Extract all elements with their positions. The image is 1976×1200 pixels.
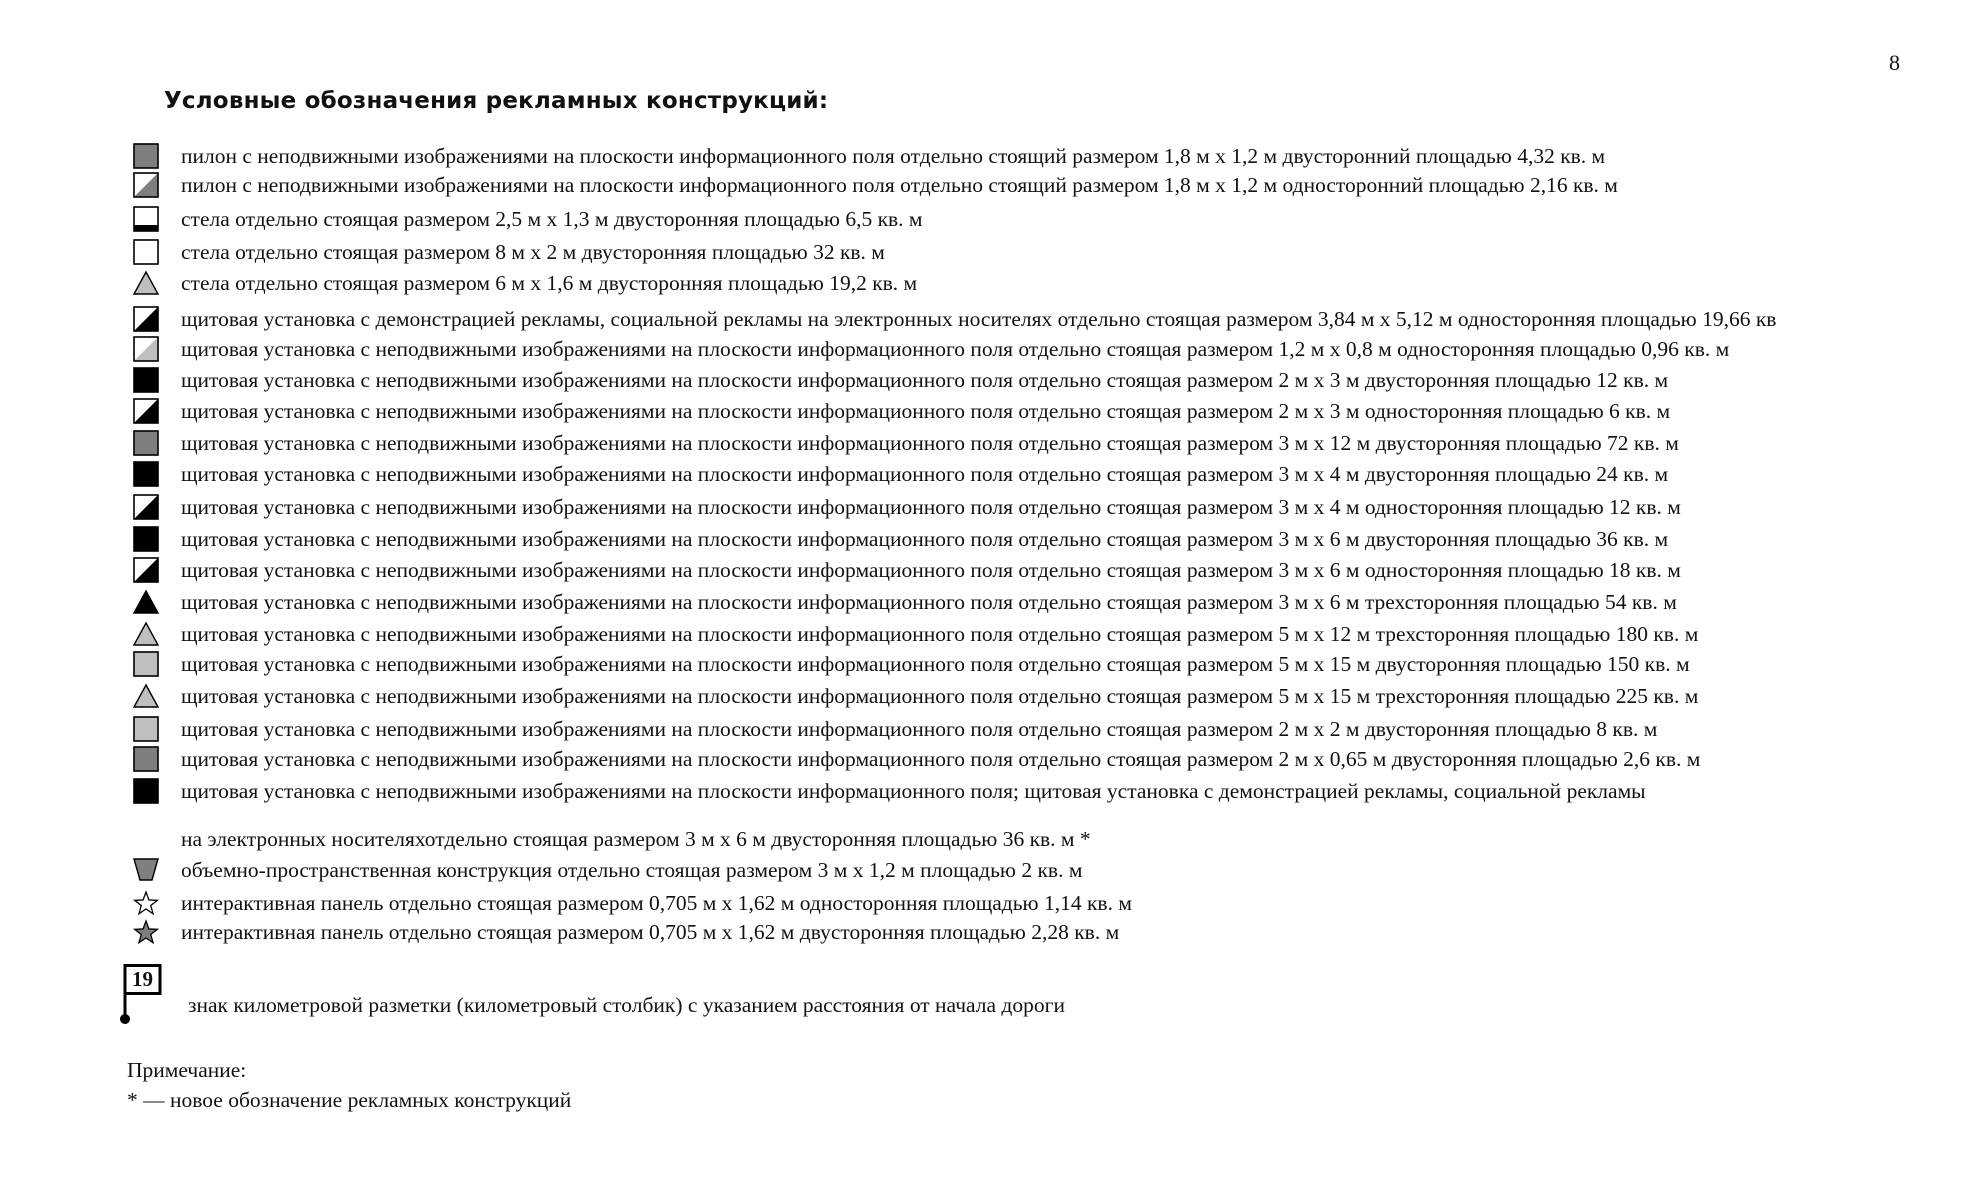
legend-item (0, 395, 1976, 427)
square-light-icon (133, 716, 159, 742)
square-diagonal-light-icon (133, 336, 159, 362)
square-diagonal-black-icon (133, 306, 159, 332)
legend-item-text: щитовая установка с неподвижными изображениями на плоскости информационного поля отдельно стоящая размером 3 м х 6 м односторонняя площадью 18 кв. м (181, 558, 1681, 582)
note-text: * — новое обозначение рекламных конструкций (127, 1088, 572, 1112)
legend-item-text: щитовая установка с неподвижными изображениями на плоскости информационного поля отдельно стоящая размером 3 м х 6 м двусторонняя площадью 36 кв. м (181, 527, 1669, 551)
legend-item (0, 618, 1976, 650)
legend-item-text: щитовая установка с неподвижными изображениями на плоскости информационного поля отдельно стоящая размером 3 м х 4 м двусторонняя площадью 24 кв. м (181, 462, 1669, 486)
legend-item-text: щитовая установка с неподвижными изображениями на плоскости информационного поля отдельно стоящая размером 2 м х 0,65 м двусторонняя площадью 2,6 кв. м (181, 747, 1701, 771)
page-title: Условные обозначения рекламных конструкций: (164, 88, 829, 114)
legend-item (0, 713, 1976, 745)
legend-item (0, 680, 1976, 712)
legend-item-text: стела отдельно стоящая размером 8 м х 2 м двусторонняя площадью 32 кв. м (181, 240, 885, 264)
legend-item-text: интерактивная панель отдельно стоящая размером 0,705 м х 1,62 м односторонняя площадью 1,14 кв. м (181, 891, 1132, 915)
legend-item (0, 458, 1976, 490)
square-bottom-bar-icon (133, 206, 159, 232)
km-marker-text: знак километровой разметки (километровый столбик) с указанием расстояния от начала дороги (188, 993, 1065, 1017)
legend-item (0, 586, 1976, 618)
legend-continuation-text: на электронных носителяхотдельно стоящая размером 3 м х 6 м двусторонняя площадью 36 кв. м * (181, 827, 1091, 851)
triangle-light-icon (133, 621, 159, 647)
legend-item (0, 364, 1976, 396)
legend-item-text: щитовая установка с демонстрацией рекламы, социальной рекламы на электронных носителях отдельно стоящая размером 3,84 м х 5,12 м односторонняя площадью 19,66 кв (181, 307, 1777, 331)
legend-item-text: щитовая установка с неподвижными изображениями на плоскости информационного поля отдельно стоящая размером 5 м х 15 м трехсторонняя площадью 225 кв. м (181, 684, 1699, 708)
legend-item-text: щитовая установка с неподвижными изображениями на плоскости информационного поля отдельно стоящая размером 2 м х 3 м двусторонняя площадью 12 кв. м (181, 368, 1669, 392)
star-gray-icon (133, 919, 159, 945)
legend-item (0, 648, 1976, 680)
legend-item (0, 427, 1976, 459)
triangle-light-icon (133, 270, 159, 296)
km-post-icon (116, 964, 172, 1026)
star-outline-icon (133, 890, 159, 916)
square-diagonal-black-icon (133, 557, 159, 583)
legend-item (0, 236, 1976, 268)
legend-item-text: щитовая установка с неподвижными изображениями на плоскости информационного поля отдельно стоящая размером 2 м х 3 м односторонняя площадью 6 кв. м (181, 399, 1671, 423)
square-gray-icon (133, 430, 159, 456)
legend-item-text: щитовая установка с неподвижными изображениями на плоскости информационного поля отдельно стоящая размером 5 м х 12 м трехсторонняя площадью 180 кв. м (181, 622, 1699, 646)
square-black-icon (133, 367, 159, 393)
legend-item-text: пилон с неподвижными изображениями на плоскости информационного поля отдельно стоящий размером 1,8 м х 1,2 м односторонний площадью 2,16 кв. м (181, 173, 1618, 197)
legend-item (0, 267, 1976, 299)
square-light-icon (133, 651, 159, 677)
square-diagonal-black-icon (133, 398, 159, 424)
legend-item (0, 916, 1976, 948)
legend-item (0, 554, 1976, 586)
legend-item (0, 523, 1976, 555)
legend-item (0, 775, 1976, 807)
legend-item (0, 140, 1976, 172)
legend-item (0, 854, 1976, 886)
legend-item-text: щитовая установка с неподвижными изображениями на плоскости информационного поля отдельно стоящая размером 3 м х 4 м односторонняя площадью 12 кв. м (181, 495, 1681, 519)
legend-item-text: щитовая установка с неподвижными изображениями на плоскости информационного поля; щитовая установка с демонстрацией рекламы, социальной рекламы (181, 779, 1646, 803)
square-black-icon (133, 778, 159, 804)
legend-item-text: щитовая установка с неподвижными изображениями на плоскости информационного поля отдельно стоящая размером 1,2 м х 0,8 м односторонняя площадью 0,96 кв. м (181, 337, 1730, 361)
km-post-number: 19 (132, 967, 153, 991)
legend-item-text: стела отдельно стоящая размером 2,5 м х 1,3 м двусторонняя площадью 6,5 кв. м (181, 207, 923, 231)
square-gray-icon (133, 746, 159, 772)
legend-item (0, 203, 1976, 235)
legend-item-text: щитовая установка с неподвижными изображениями на плоскости информационного поля отдельно стоящая размером 3 м х 6 м трехсторонняя площадью 54 кв. м (181, 590, 1677, 614)
triangle-light-icon (133, 683, 159, 709)
legend-item-text: пилон с неподвижными изображениями на плоскости информационного поля отдельно стоящий размером 1,8 м х 1,2 м двусторонний площадью 4,32 кв. м (181, 144, 1606, 168)
square-black-icon (133, 526, 159, 552)
legend-item (0, 169, 1976, 201)
legend-item (0, 491, 1976, 523)
legend-item-text: интерактивная панель отдельно стоящая размером 0,705 м х 1,62 м двусторонняя площадью 2,28 кв. м (181, 920, 1120, 944)
legend-item (0, 333, 1976, 365)
legend-item-text: объемно-пространственная конструкция отдельно стоящая размером 3 м х 1,2 м площадью 2 кв. м (181, 858, 1083, 882)
legend-item-text: щитовая установка с неподвижными изображениями на плоскости информационного поля отдельно стоящая размером 2 м х 2 м двусторонняя площадью 8 кв. м (181, 717, 1658, 741)
legend-item-text: щитовая установка с неподвижными изображениями на плоскости информационного поля отдельно стоящая размером 3 м х 12 м двусторонняя площадью 72 кв. м (181, 431, 1679, 455)
square-gray-icon (133, 143, 159, 169)
note-heading: Примечание: (127, 1058, 247, 1082)
legend-item (0, 743, 1976, 775)
page-number: 8 (1889, 50, 1900, 75)
inverted-trapezoid-gray-icon (133, 857, 159, 883)
square-diagonal-black-icon (133, 494, 159, 520)
legend-item (0, 887, 1976, 919)
legend-item-text: щитовая установка с неподвижными изображениями на плоскости информационного поля отдельно стоящая размером 5 м х 15 м двусторонняя площадью 150 кв. м (181, 652, 1690, 676)
square-diagonal-gray-icon (133, 172, 159, 198)
square-black-icon (133, 461, 159, 487)
legend-item (0, 303, 1976, 335)
legend-item-text: стела отдельно стоящая размером 6 м х 1,6 м двусторонняя площадью 19,2 кв. м (181, 271, 918, 295)
triangle-black-icon (133, 589, 159, 615)
square-white-icon (133, 239, 159, 265)
